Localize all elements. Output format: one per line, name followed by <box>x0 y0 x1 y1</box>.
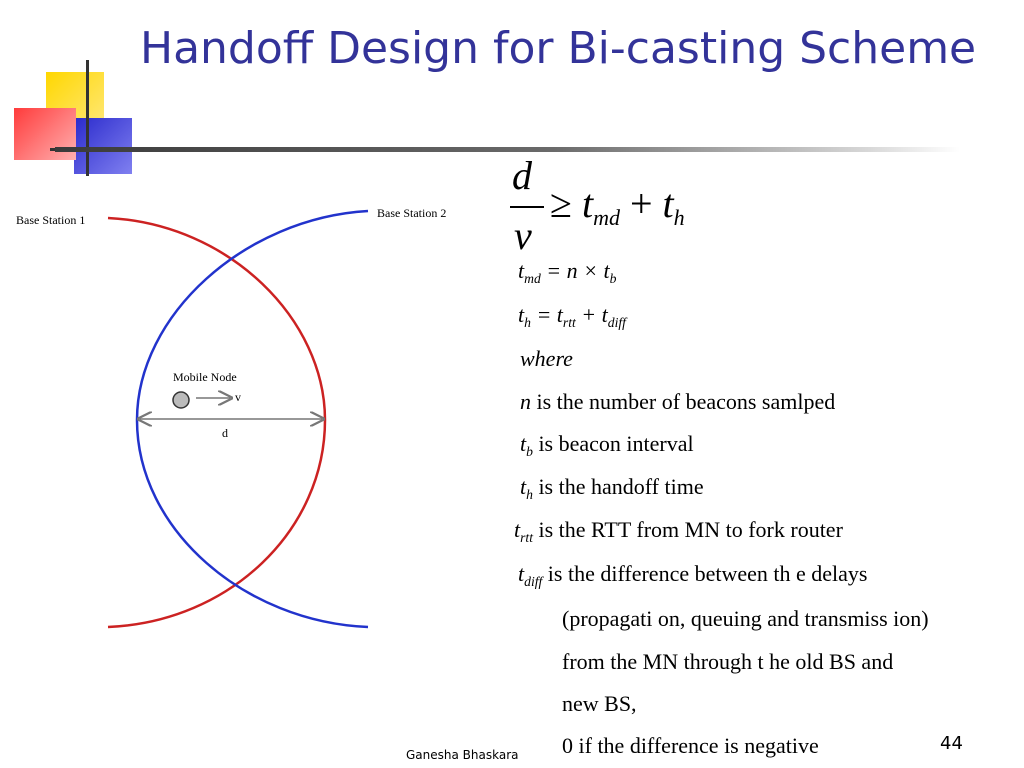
formula-fraction-numerator: d <box>512 153 532 198</box>
velocity-label: v <box>235 390 241 404</box>
def-tb <box>520 431 694 457</box>
def-tdiff-cont-1: (propagati on, queuing and transmiss ion) <box>562 606 929 631</box>
tmd-rhs-sub: b <box>609 270 617 286</box>
th-lhs: t <box>518 302 525 327</box>
base-station-1-arc <box>108 218 325 627</box>
def-tdiff-var: t <box>518 561 525 586</box>
def-th-text: is the handoff time <box>532 474 704 499</box>
t-md-var: t <box>581 181 594 226</box>
t-h-var: t <box>662 181 674 226</box>
handoff-diagram <box>0 150 500 650</box>
def-n-text: is the number of beacons samlped <box>531 389 836 414</box>
def-tb-sub: b <box>526 443 533 459</box>
geq-symbol: ≥ <box>550 181 572 226</box>
mobile-node-label: Mobile Node <box>173 370 237 384</box>
def-th <box>520 474 704 500</box>
def-n <box>520 389 835 415</box>
formula-tmd <box>518 258 616 284</box>
tmd-rhs: = n × t <box>540 258 610 283</box>
page-number: 44 <box>940 733 963 754</box>
tmd-lhs-sub: md <box>524 270 541 286</box>
h-subscript: h <box>673 204 685 230</box>
th-diff-sub: diff <box>607 314 626 330</box>
def-n-var: n <box>520 389 531 414</box>
plus-symbol: + <box>629 181 653 226</box>
formula-th <box>518 302 626 328</box>
base-station-2-label: Base Station 2 <box>377 206 447 220</box>
th-eq: = t <box>530 302 563 327</box>
th-plus: + t <box>575 302 608 327</box>
def-trtt-var: t <box>514 517 521 542</box>
def-tdiff-cont-4: 0 if the difference is negative <box>562 733 819 758</box>
def-tdiff-sub: diff <box>524 573 543 589</box>
mobile-node-icon <box>173 392 189 408</box>
slide-title: Handoff Design for Bi-casting Scheme <box>140 23 977 74</box>
def-tdiff-cont-3: new BS, <box>562 691 637 716</box>
formula-main-rhs <box>550 180 685 230</box>
th-lhs-sub: h <box>524 314 531 330</box>
def-tb-text: is beacon interval <box>532 431 694 456</box>
md-subscript: md <box>593 204 620 230</box>
footer-author: Ganesha Bhaskara <box>406 748 519 762</box>
def-th-var: t <box>520 474 527 499</box>
def-trtt <box>514 517 843 543</box>
def-tdiff-text: is the difference between th e delays <box>542 561 868 586</box>
def-trtt-text: is the RTT from MN to fork router <box>533 517 843 542</box>
formula-fraction-bar <box>510 206 544 208</box>
def-trtt-sub: rtt <box>520 529 533 545</box>
def-tdiff-cont-2: from the MN through t he old BS and <box>562 649 894 674</box>
def-tb-var: t <box>520 431 527 456</box>
formula-fraction-denominator: v <box>514 213 532 258</box>
base-station-1-label: Base Station 1 <box>16 213 86 227</box>
def-tdiff <box>518 561 867 587</box>
th-rtt-sub: rtt <box>562 314 576 330</box>
where-label: where <box>520 346 573 371</box>
def-th-sub: h <box>526 486 533 502</box>
tmd-lhs: t <box>518 258 525 283</box>
distance-label: d <box>222 426 228 440</box>
